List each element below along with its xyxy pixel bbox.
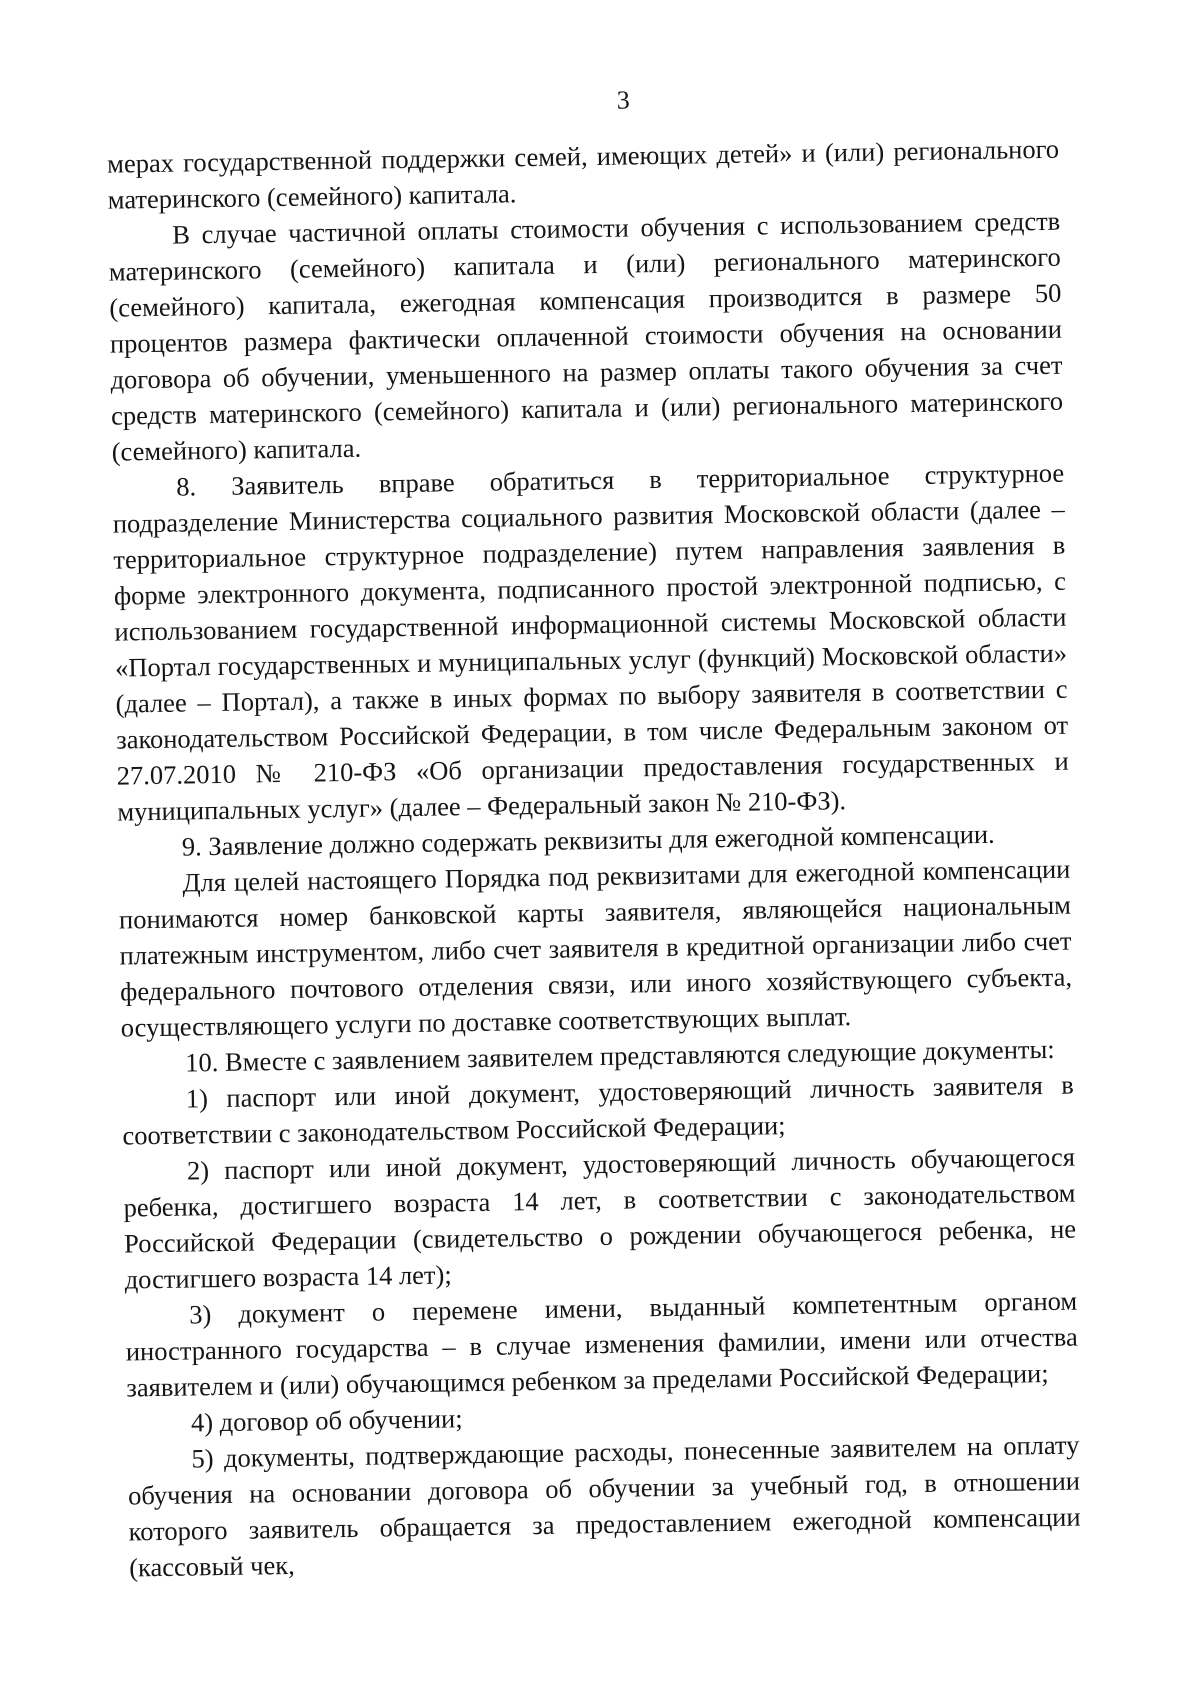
paragraph-continuation-capital: мерах государственной поддержки семей, имеющих детей» и (или) регионального материнского (семейного) капитала. <box>106 133 1060 215</box>
paragraph-requisites-definition: Для целей настоящего Порядка под реквизитами для ежегодной компенсации понимаются номер банковской карты заявителя, являющейся национальным платежным инструментом, либо счет заявителя в кредитной организации либо счет федерального почтового отделения связи, или иного хозяйствующего субъекта, осуществляющего услуги по доставке соответствующих выплат. <box>118 853 1073 1043</box>
list-item-3: 3) документ о перемене имени, выданный компетентным органом иностранного государства – в случае изменения фамилии, имени или отчества заявителем и (или) обучающимся ребенком за пределами Российской Федерации; <box>125 1285 1078 1403</box>
list-item-1: 1) паспорт или иной документ, удостоверяющий личность заявителя в соответствии с законодательством Российской Федерации; <box>122 1069 1074 1151</box>
list-item-2: 2) паспорт или иной документ, удостоверяющий личность обучающегося ребенка, достигшего возраста 14 лет, в соответствии с законодательством Российской Федерации (свидетельство о рождении обучающегося ребенка, не достигшего возраста 14 лет); <box>123 1141 1077 1295</box>
list-item-4: 4) договор об обучении; <box>190 1403 463 1438</box>
document-body <box>107 131 1082 1586</box>
paragraph-partial-payment: В случае частичной оплаты стоимости обучения с использованием средств материнского (семейного) капитала и (или) регионального материнского (семейного) капитала, ежегодная компенсация производится в размере 50 процентов размера фактически оплаченной стоимости обучения на основании договора об обучении, уменьшенного на размер оплаты такого обучения за счет средств материнского (семейного) капитала и (или) регионального материнского (семейного) капитала. <box>108 205 1064 467</box>
page-number: 3 <box>616 85 630 115</box>
paragraph-item-10: 10. Вместе с заявлением заявителем представляются следующие документы: <box>185 1033 1055 1078</box>
list-item-5: 5) документы, подтверждающие расходы, понесенные заявителем на оплату обучения на основании договора об обучении за учебный год, в отношении которого заявитель обращается за предоставлением ежегодной компенсации (кассовый чек, <box>127 1429 1081 1583</box>
paragraph-item-9: 9. Заявление должно содержать реквизиты для ежегодной компенсации. <box>181 818 995 862</box>
paragraph-item-8: 8. Заявитель вправе обратиться в территориальное структурное подразделение Министерства социального развития Московской области (далее – территориальное структурное подразделение) путем направления заявления в форме электронного документа, подписанного простой электронной подписью, с использованием государственной информационной системы Московской области «Портал государственных и муниципальных услуг (функций) Московской области» (далее – Портал), а также в иных формах по выбору заявителя в соответствии с законодательством Российской Федерации, в том числе Федеральным законом от 27.07.2010 № 210-ФЗ «Об организации предоставления государственных и муниципальных услуг» (далее – Федеральный закон № 210-ФЗ). <box>112 457 1069 827</box>
